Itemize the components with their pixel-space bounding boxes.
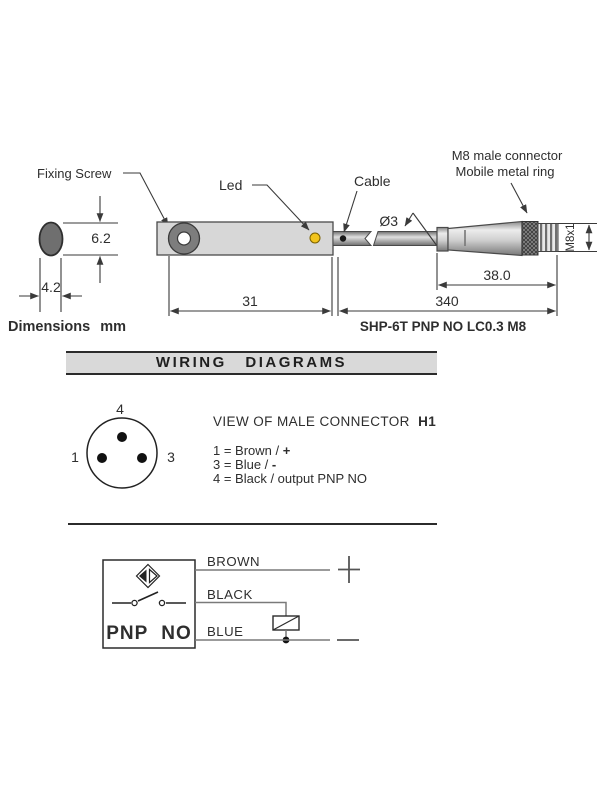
pin-3-dot [137, 453, 147, 463]
connector-boot [437, 228, 448, 252]
wiring-diagrams-header: WIRING DIAGRAMS [66, 351, 437, 375]
connector-code: H1 [418, 414, 437, 429]
dim-38 [439, 267, 556, 285]
m8-connector-label-line1: M8 male connector [451, 148, 563, 163]
dim-side-height-value: 6.2 [91, 230, 111, 246]
dimension-lines [169, 253, 557, 316]
connector-body [448, 222, 522, 256]
brown-wire-label: BROWN [207, 554, 261, 569]
pin-legend-line-1 [213, 444, 483, 458]
connector-knurled-ring [522, 222, 538, 256]
m8-connector-label-line2: Mobile metal ring [455, 164, 555, 179]
thread-size-value: M8x1 [565, 223, 577, 252]
dim-body-length-value: 31 [242, 293, 258, 309]
cable-diameter-value: Ø3 [379, 213, 398, 229]
led-indicator [310, 233, 320, 243]
black-wire-label: BLACK [207, 587, 253, 602]
cable-segment-1 [333, 232, 371, 246]
model-code: SHP-6T PNP NO LC0.3 M8 [359, 319, 527, 334]
connector-view-text-block [213, 414, 483, 485]
section-divider [68, 523, 437, 525]
fixing-screw-hole [178, 232, 191, 245]
output-type-label: PNP NO [106, 623, 192, 644]
blue-wire-label: BLUE [207, 624, 244, 639]
pin-1-dot [97, 453, 107, 463]
pin-1-label: 1 [71, 449, 79, 465]
cable-drawing [333, 232, 437, 246]
pin-4-label: 4 [116, 401, 124, 417]
pin-3-label: 3 [167, 449, 175, 465]
fixing-screw-callout [37, 166, 168, 226]
pin-1-legend-text: 1 = Brown / [213, 443, 283, 458]
connector-face-outline [87, 418, 157, 488]
cable-leader-dot [340, 235, 346, 241]
m8-connector-drawing [437, 222, 597, 256]
dim-6-2 [63, 196, 118, 283]
dim-31 [171, 293, 331, 311]
pin-3-legend-text: 3 = Blue / [213, 456, 272, 472]
dim-side-width-value: 4.2 [41, 279, 61, 295]
sensor-side-view [19, 196, 118, 312]
led-label: Led [219, 177, 243, 193]
proximity-sensor-icon [137, 565, 160, 588]
wiring-schematic [103, 554, 360, 648]
dim-340 [340, 293, 556, 311]
fixing-screw-label: Fixing Screw [37, 166, 112, 181]
pin-3-legend-sign: - [271, 456, 277, 472]
pin-legend-line-3 [213, 472, 483, 486]
dim-thread [558, 223, 597, 251]
sensor-side-profile [40, 223, 63, 256]
pin-4-dot [117, 432, 127, 442]
connector-view-title [213, 414, 483, 429]
dimensions-units-note: Dimensions mm [8, 319, 126, 335]
normally-open-switch-icon [112, 592, 186, 606]
connector-view-title-text: VIEW OF MALE CONNECTOR [213, 414, 410, 429]
pin-legend-line-2 [213, 458, 483, 472]
cable-label: Cable [354, 173, 391, 189]
dim-4-2 [19, 258, 82, 312]
pin-1-legend-sign: + [282, 443, 291, 458]
plus-terminal-icon [338, 556, 360, 583]
dim-cable-length-value: 340 [435, 293, 459, 309]
connector-thread [538, 224, 558, 252]
pin-4-legend-text: 4 = Black / output PNP NO [213, 470, 368, 486]
male-connector-face-view [71, 401, 175, 488]
black-wire [195, 603, 286, 617]
m8-connector-callout [452, 148, 563, 213]
dim-connector-length-value: 38.0 [483, 267, 511, 283]
